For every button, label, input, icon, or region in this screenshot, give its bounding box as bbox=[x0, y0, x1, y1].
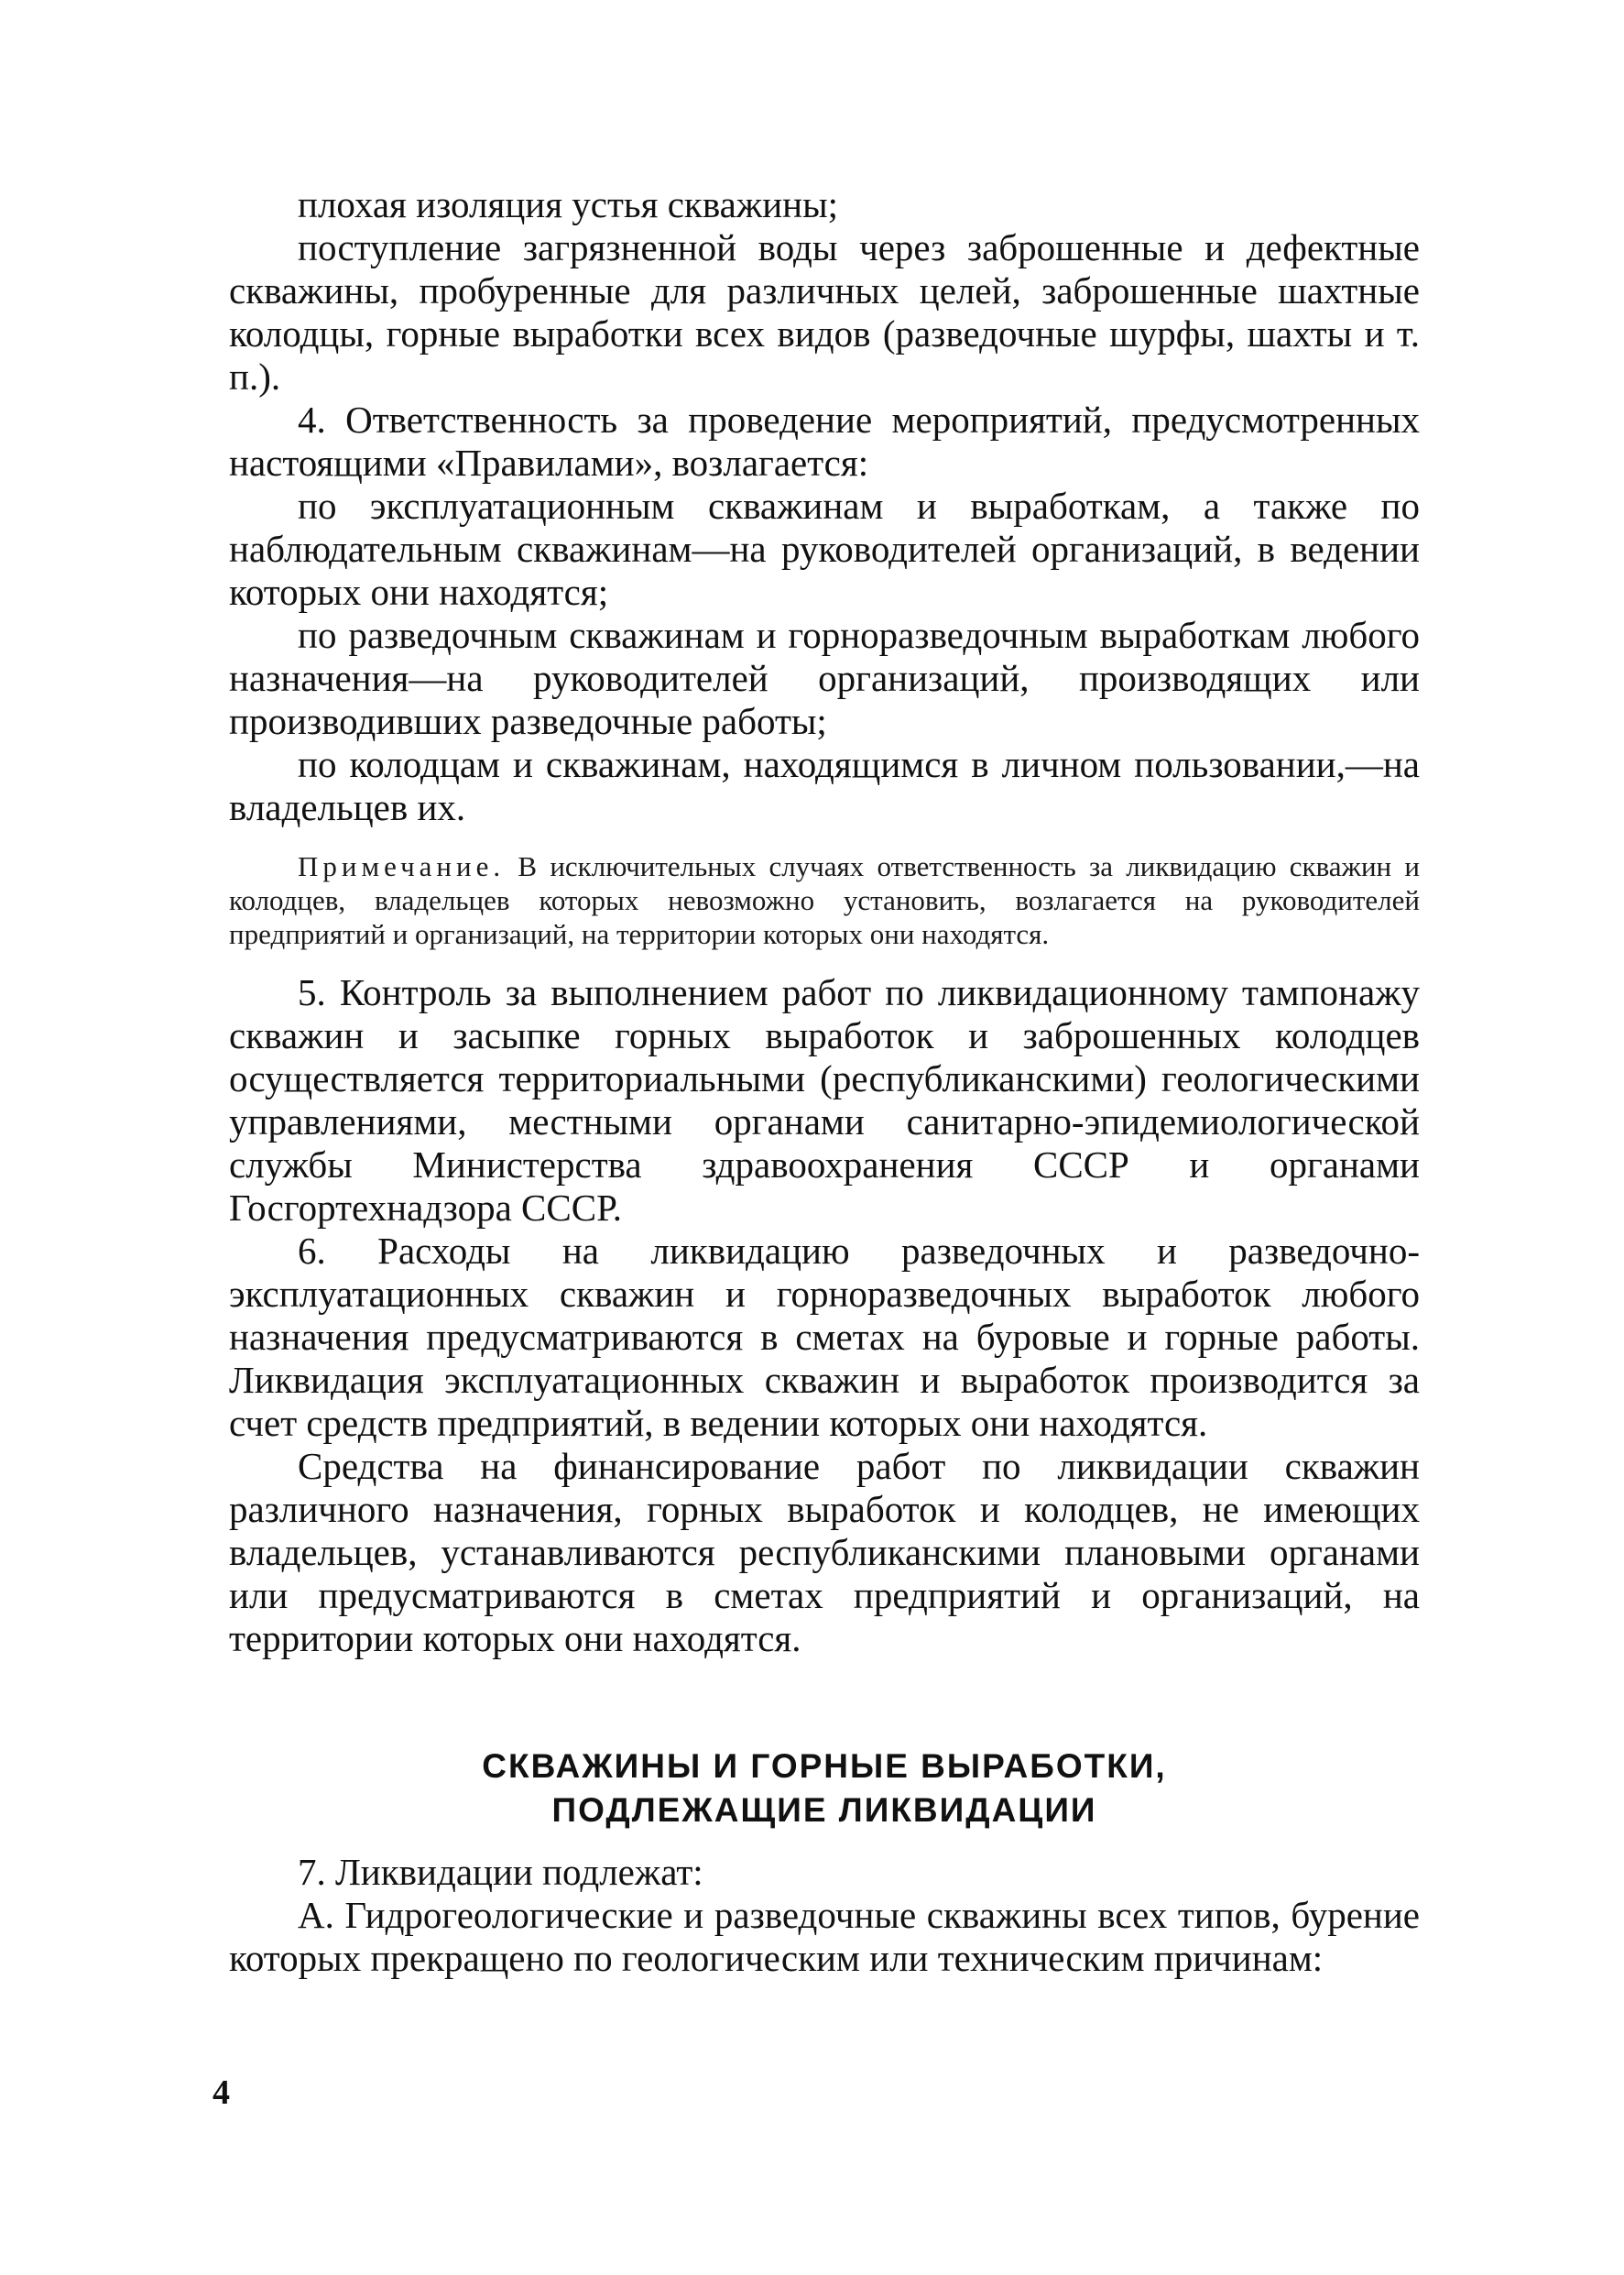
paragraph-responsibility-exploration: по разведочным скважинам и горноразведочным выработкам любого назначения—на руководителей организаций, производящих или производивших разведочные работы; bbox=[229, 614, 1420, 742]
paragraph-poor-isolation: плохая изоляция устья скважины; bbox=[298, 183, 839, 225]
note-text: В исключительных случаях ответственность за ликвидацию скважин и колодцев, владельцев которых невозможно установить, возлагается на руководителей предприятий и организаций, на территории которых они находятся. bbox=[229, 850, 1420, 950]
document-page bbox=[229, 183, 1420, 1980]
section-heading bbox=[229, 1745, 1420, 1832]
paragraph-responsibility-private: по колодцам и скважинам, находящимся в личном пользовании,—на владельцев их. bbox=[229, 743, 1420, 828]
note-paragraph bbox=[229, 849, 1420, 951]
page-number: 4 bbox=[213, 2073, 230, 2112]
paragraph-funding: Средства на финансирование работ по ликвидации скважин различного назначения, горных выработок и колодцев, не имеющих владельцев, устанавливаются республиканскими плановыми органами или предусматриваются в сметах предприятий и организаций, на территории которых они находятся. bbox=[229, 1445, 1420, 1659]
paragraph-control: 5. Контроль за выполнением работ по ликвидационному тампонажу скважин и засыпке горных выработок и заброшенных колодцев осуществляется территориальными (республиканскими) геологическими управлениями, местными органами санитарно-эпидемиологической службы Министерства здравоохранения СССР и органами Госгортехнадзора СССР. bbox=[229, 971, 1420, 1229]
paragraph-liquidation-subject: 7. Ликвидации подлежат: bbox=[298, 1851, 703, 1893]
paragraph-liquidation-item-a: А. Гидрогеологические и разведочные скважины всех типов, бурение которых прекращено по геологическим или техническим причинам: bbox=[229, 1894, 1420, 1979]
section-heading-line-2: ПОДЛЕЖАЩИЕ ЛИКВИДАЦИИ bbox=[551, 1791, 1097, 1829]
section-heading-line-1: СКВАЖИНЫ И ГОРНЫЕ ВЫРАБОТКИ, bbox=[482, 1747, 1167, 1785]
paragraph-responsibility-intro: 4. Ответственность за проведение мероприятий, предусмотренных настоящими «Правилами», возлагается: bbox=[229, 399, 1420, 484]
note-lead: Примечание. bbox=[298, 850, 506, 882]
paragraph-responsibility-exploitation: по эксплуатационным скважинам и выработкам, а также по наблюдательным скважинам—на руководителей организаций, в ведении которых они находятся; bbox=[229, 485, 1420, 613]
paragraph-contaminated-water: поступление загрязненной воды через заброшенные и дефектные скважины, пробуренные для различных целей, заброшенные шахтные колодцы, горные выработки всех видов (разведочные шурфы, шахты и т. п.). bbox=[229, 226, 1420, 398]
paragraph-expenses: 6. Расходы на ликвидацию разведочных и разведочно-эксплуатационных скважин и горноразведочных выработок любого назначения предусматриваются в сметах на буровые и горные работы. Ликвидация эксплуатационных скважин и выработок производится за счет средств предприятий, в ведении которых они находятся. bbox=[229, 1230, 1420, 1444]
